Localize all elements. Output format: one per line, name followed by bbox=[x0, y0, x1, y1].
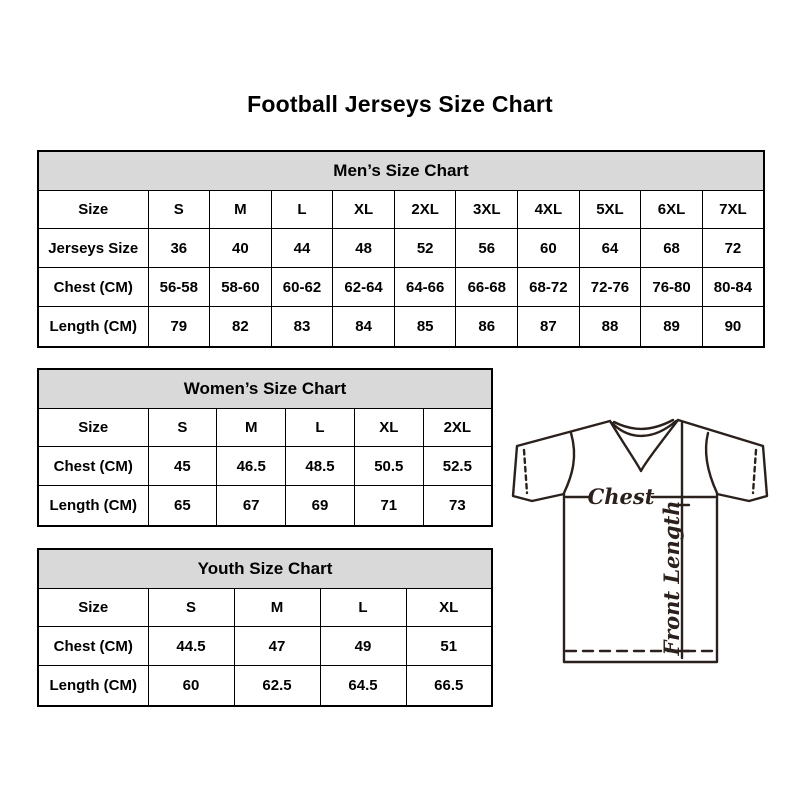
men-cell-2-8: 76-80 bbox=[641, 268, 703, 307]
men-cell-3-1: 82 bbox=[210, 307, 272, 347]
men-cell-3-8: 89 bbox=[641, 307, 703, 347]
youth-cell-0-2: L bbox=[320, 588, 406, 627]
front-length-label: Front Length bbox=[659, 500, 684, 656]
men-cell-2-1: 58-60 bbox=[210, 268, 272, 307]
youth-cell-1-3: 51 bbox=[406, 627, 492, 666]
women-row-1 bbox=[38, 447, 492, 486]
men-cell-3-5: 86 bbox=[456, 307, 518, 347]
youth-row-0 bbox=[38, 588, 492, 627]
youth-row-label-2: Length (CM) bbox=[38, 666, 148, 706]
men-row-label-0: Size bbox=[38, 190, 148, 229]
women-cell-2-2: 69 bbox=[286, 486, 355, 526]
jersey-outline bbox=[513, 420, 767, 662]
youth-cell-2-1: 62.5 bbox=[234, 666, 320, 706]
jersey-collar-back bbox=[614, 420, 673, 429]
women-cell-0-3: XL bbox=[354, 408, 423, 447]
women-cell-0-0: S bbox=[148, 408, 217, 447]
men-cell-3-0: 79 bbox=[148, 307, 210, 347]
youth-cell-2-2: 64.5 bbox=[320, 666, 406, 706]
men-cell-1-8: 68 bbox=[641, 229, 703, 268]
women-cell-1-1: 46.5 bbox=[217, 447, 286, 486]
men-cell-1-3: 48 bbox=[333, 229, 395, 268]
men-cell-3-2: 83 bbox=[271, 307, 333, 347]
men-cell-0-4: 2XL bbox=[394, 190, 456, 229]
men-cell-2-4: 64-66 bbox=[394, 268, 456, 307]
jersey-measurement-diagram bbox=[492, 400, 772, 670]
men-cell-0-7: 5XL bbox=[579, 190, 641, 229]
youth-cell-2-3: 66.5 bbox=[406, 666, 492, 706]
men-cell-0-1: M bbox=[210, 190, 272, 229]
men-cell-1-7: 64 bbox=[579, 229, 641, 268]
women-row-label-0: Size bbox=[38, 408, 148, 447]
men-cell-0-9: 7XL bbox=[702, 190, 764, 229]
men-table-title: Men’s Size Chart bbox=[38, 151, 764, 190]
page-title: Football Jerseys Size Chart bbox=[247, 91, 553, 117]
youth-table bbox=[37, 548, 493, 707]
youth-row-1 bbox=[38, 627, 492, 666]
chest-label: Chest bbox=[587, 484, 655, 509]
men-cell-0-6: 4XL bbox=[518, 190, 580, 229]
men-cell-0-8: 6XL bbox=[641, 190, 703, 229]
men-cell-1-6: 60 bbox=[518, 229, 580, 268]
men-cell-3-4: 85 bbox=[394, 307, 456, 347]
women-table-title: Women’s Size Chart bbox=[38, 369, 492, 408]
women-cell-1-3: 50.5 bbox=[354, 447, 423, 486]
men-cell-1-4: 52 bbox=[394, 229, 456, 268]
men-row-label-1: Jerseys Size bbox=[38, 229, 148, 268]
jersey-left-seam bbox=[564, 433, 574, 493]
women-cell-2-0: 65 bbox=[148, 486, 217, 526]
women-row-label-2: Length (CM) bbox=[38, 486, 148, 526]
men-row-label-3: Length (CM) bbox=[38, 307, 148, 347]
men-cell-3-7: 88 bbox=[579, 307, 641, 347]
women-row-2 bbox=[38, 486, 492, 526]
youth-cell-1-1: 47 bbox=[234, 627, 320, 666]
youth-table-title: Youth Size Chart bbox=[38, 549, 492, 588]
youth-cell-2-0: 60 bbox=[148, 666, 234, 706]
women-row-label-1: Chest (CM) bbox=[38, 447, 148, 486]
women-cell-0-4: 2XL bbox=[423, 408, 492, 447]
men-row-3 bbox=[38, 307, 764, 347]
youth-cell-1-0: 44.5 bbox=[148, 627, 234, 666]
right-cuff-stitch bbox=[753, 450, 756, 493]
youth-cell-1-2: 49 bbox=[320, 627, 406, 666]
men-cell-1-1: 40 bbox=[210, 229, 272, 268]
youth-row-label-0: Size bbox=[38, 588, 148, 627]
youth-cell-0-3: XL bbox=[406, 588, 492, 627]
women-cell-2-1: 67 bbox=[217, 486, 286, 526]
men-cell-1-2: 44 bbox=[271, 229, 333, 268]
women-cell-0-1: M bbox=[217, 408, 286, 447]
youth-row-label-1: Chest (CM) bbox=[38, 627, 148, 666]
men-cell-0-5: 3XL bbox=[456, 190, 518, 229]
youth-row-2 bbox=[38, 666, 492, 706]
women-row-0 bbox=[38, 408, 492, 447]
men-cell-1-9: 72 bbox=[702, 229, 764, 268]
women-table bbox=[37, 368, 493, 527]
women-cell-2-3: 71 bbox=[354, 486, 423, 526]
men-cell-2-2: 60-62 bbox=[271, 268, 333, 307]
men-cell-0-2: L bbox=[271, 190, 333, 229]
men-cell-3-6: 87 bbox=[518, 307, 580, 347]
youth-cell-0-1: M bbox=[234, 588, 320, 627]
men-cell-3-3: 84 bbox=[333, 307, 395, 347]
men-row-2 bbox=[38, 268, 764, 307]
men-table bbox=[37, 150, 765, 348]
men-cell-3-9: 90 bbox=[702, 307, 764, 347]
women-cell-1-4: 52.5 bbox=[423, 447, 492, 486]
women-cell-2-4: 73 bbox=[423, 486, 492, 526]
men-row-1 bbox=[38, 229, 764, 268]
women-cell-1-0: 45 bbox=[148, 447, 217, 486]
men-cell-0-3: XL bbox=[333, 190, 395, 229]
mens-size-chart-table bbox=[37, 150, 765, 348]
youth-size-chart-table bbox=[37, 548, 493, 707]
men-cell-2-5: 66-68 bbox=[456, 268, 518, 307]
men-cell-2-0: 56-58 bbox=[148, 268, 210, 307]
men-cell-2-6: 68-72 bbox=[518, 268, 580, 307]
left-cuff-stitch bbox=[524, 450, 527, 493]
men-row-label-2: Chest (CM) bbox=[38, 268, 148, 307]
men-cell-1-0: 36 bbox=[148, 229, 210, 268]
womens-size-chart-table bbox=[37, 368, 493, 527]
jersey-right-seam bbox=[706, 433, 717, 493]
men-row-0 bbox=[38, 190, 764, 229]
men-cell-0-0: S bbox=[148, 190, 210, 229]
women-cell-0-2: L bbox=[286, 408, 355, 447]
youth-cell-0-0: S bbox=[148, 588, 234, 627]
men-cell-1-5: 56 bbox=[456, 229, 518, 268]
men-cell-2-3: 62-64 bbox=[333, 268, 395, 307]
women-cell-1-2: 48.5 bbox=[286, 447, 355, 486]
men-cell-2-9: 80-84 bbox=[702, 268, 764, 307]
men-cell-2-7: 72-76 bbox=[579, 268, 641, 307]
